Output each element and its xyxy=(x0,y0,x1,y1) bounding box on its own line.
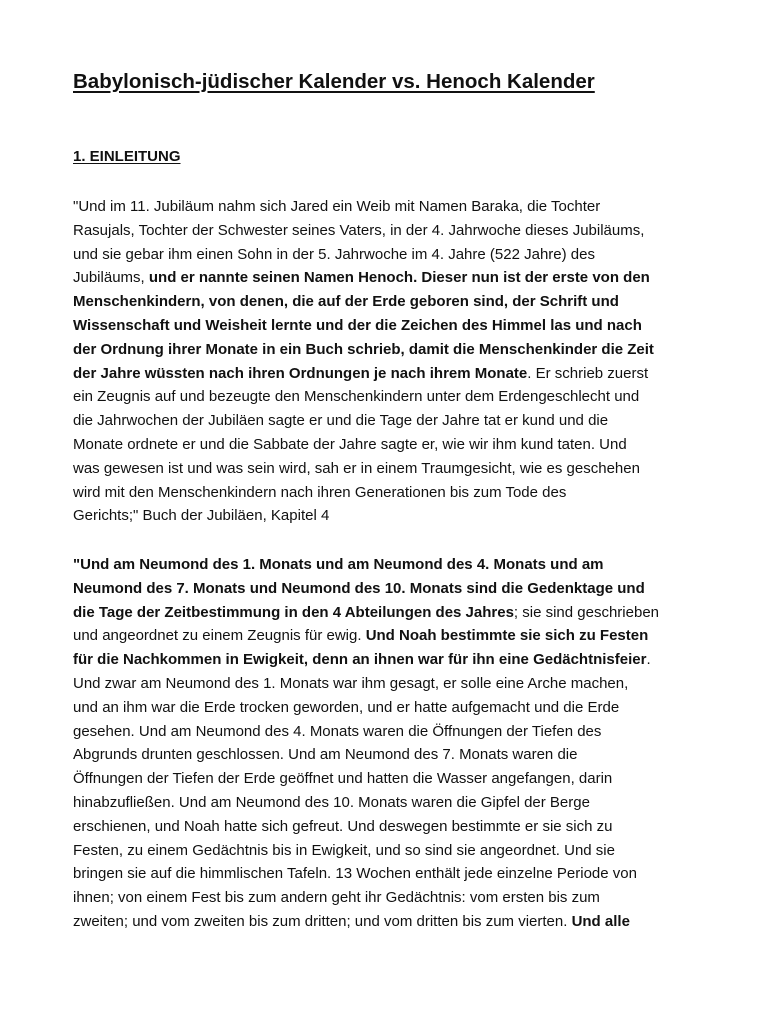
text-run: hinabzufließen. Und am Neumond des 10. Monats waren die Gipfel der Berge xyxy=(73,793,590,811)
bold-text-run: Neumond des 7. Monats und Neumond des 10. Monats sind die Gedenktage und xyxy=(73,579,645,597)
paragraph-jubilees-quote xyxy=(73,195,713,528)
bold-text-run: Und alle xyxy=(571,912,630,930)
section-heading: 1. EINLEITUNG xyxy=(73,148,181,165)
text-run: zweiten; und vom zweiten bis zum dritten; und vom dritten bis zum vierten. xyxy=(73,912,572,930)
text-run: Und zwar am Neumond des 1. Monats war ihm gesagt, er solle eine Arche machen, xyxy=(73,674,629,692)
document-title: Babylonisch-jüdischer Kalender vs. Henoch Kalender xyxy=(73,70,595,93)
text-run: gesehen. Und am Neumond des 4. Monats waren die Öffnungen der Tiefen des xyxy=(73,722,602,740)
text-line xyxy=(73,243,713,267)
text-run: die Jahrwochen der Jubiläen sagte er und die Tage der Jahre tat er kund und die xyxy=(73,412,609,430)
text-line xyxy=(73,624,713,648)
text-run: und sie gebar ihm einen Sohn in der 5. Jahrwoche im 4. Jahre (522 Jahre) des xyxy=(73,245,595,263)
text-line xyxy=(73,862,713,886)
text-run: Rasujals, Tochter der Schwester seines Vaters, in der 4. Jahrwoche dieses Jubiläums, xyxy=(73,221,645,239)
text-line xyxy=(73,553,713,577)
bold-text-run: Wissenschaft und Weisheit lernte und der die Zeichen des Himmel las und nach xyxy=(73,316,642,334)
text-line xyxy=(73,385,713,409)
paragraph-new-moon-quote xyxy=(73,553,713,934)
text-line xyxy=(73,791,713,815)
text-line xyxy=(73,481,713,505)
text-run: Jubiläums, xyxy=(73,269,149,287)
text-run: . Er schrieb zuerst xyxy=(527,364,649,382)
text-line xyxy=(73,767,713,791)
text-line xyxy=(73,266,713,290)
text-line xyxy=(73,195,713,219)
text-line xyxy=(73,338,713,362)
text-run: bringen sie auf die himmlischen Tafeln. 13 Wochen enthält jede einzelne Periode von xyxy=(73,865,637,883)
text-run: Öffnungen der Tiefen der Erde geöffnet und hatten die Wasser angefangen, darin xyxy=(73,770,613,788)
text-run: "Und im 11. Jubiläum nahm sich Jared ein Weib mit Namen Baraka, die Tochter xyxy=(73,198,601,215)
text-line xyxy=(73,577,713,601)
bold-text-run: die Tage der Zeitbestimmung in den 4 Abteilungen des Jahres xyxy=(73,603,514,621)
bold-text-run: der Ordnung ihrer Monate in ein Buch schrieb, damit die Menschenkinder die Zeit xyxy=(73,340,654,358)
bold-text-run: und er nannte seinen Namen Henoch. Dieser nun ist der erste von den xyxy=(148,269,650,287)
text-run: Monate ordnete er und die Sabbate der Jahre sagte er, wie wir ihm kund taten. Und xyxy=(73,435,627,453)
text-line xyxy=(73,457,713,481)
text-run: ; sie sind geschrieben xyxy=(513,603,660,621)
text-run: Abgrunds drunten geschlossen. Und am Neumond des 7. Monats waren die xyxy=(73,746,578,764)
text-run: was gewesen ist und was sein wird, sah er in einem Traumgesicht, wie es geschehen xyxy=(73,459,640,477)
text-line xyxy=(73,696,713,720)
text-run: ihnen; von einem Fest bis zum andern geht ihr Gedächtnis: vom ersten bis zum xyxy=(73,889,600,907)
text-run: erschienen, und Noah hatte sich gefreut. Und deswegen bestimmte er sie sich zu xyxy=(73,817,613,835)
text-line xyxy=(73,314,713,338)
bold-text-run: für die Nachkommen in Ewigkeit, denn an ihnen war für ihn eine Gedächtnisfeier xyxy=(73,651,647,669)
text-run: Gerichts;" Buch der Jubiläen, Kapitel 4 xyxy=(73,507,330,525)
text-run: und an ihm war die Erde trocken geworden, und er hatte aufgemacht und die Erde xyxy=(73,698,620,716)
text-line xyxy=(73,720,713,744)
text-line xyxy=(73,290,713,314)
text-run: und angeordnet zu einem Zeugnis für ewig. xyxy=(73,627,366,645)
text-line xyxy=(73,601,713,625)
text-line xyxy=(73,815,713,839)
bold-text-run: Menschenkindern, von denen, die auf der Erde geboren sind, der Schrift und xyxy=(73,293,619,311)
text-line xyxy=(73,910,713,934)
bold-text-run: Und Noah bestimmte sie sich zu Festen xyxy=(365,627,649,645)
text-line xyxy=(73,839,713,863)
text-line xyxy=(73,219,713,243)
text-line xyxy=(73,433,713,457)
text-line xyxy=(73,362,713,386)
text-line xyxy=(73,886,713,910)
text-line xyxy=(73,672,713,696)
text-line xyxy=(73,743,713,767)
text-line xyxy=(73,648,713,672)
bold-text-run: der Jahre wüssten nach ihren Ordnungen je nach ihrem Monate xyxy=(73,364,528,382)
text-run: Festen, zu einem Gedächtnis bis in Ewigkeit, und so sind sie angeordnet. Und sie xyxy=(73,841,615,859)
text-run: . xyxy=(646,651,651,669)
text-run: wird mit den Menschenkindern nach ihren Generationen bis zum Tode des xyxy=(73,483,567,501)
bold-text-run: "Und am Neumond des 1. Monats und am Neumond des 4. Monats und am xyxy=(73,556,604,573)
text-run: ein Zeugnis auf und bezeugte den Menschenkindern unter dem Erdengeschlecht und xyxy=(73,388,640,406)
text-line xyxy=(73,504,713,528)
text-line xyxy=(73,409,713,433)
